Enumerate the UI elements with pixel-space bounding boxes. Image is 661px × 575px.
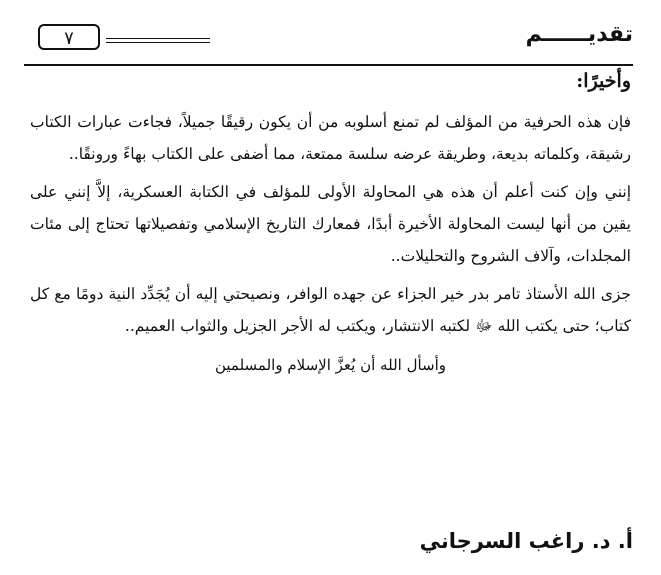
paragraph-2: إنني وإن كنت أعلم أن هذه هي المحاولة الأولى للمؤلف في الكتابة العسكرية، إلاَّ إنني على يقين من أنها ليست المحاولة الأخيرة أبدًا، فمعارك التاريخ الإسلامي وتفصيلاتها تحتاج إلى مئات المجلدات، وآلاف الشروح والتحليلات..: [30, 183, 632, 265]
page-number-box: [38, 24, 100, 50]
chapter-title: تقديــــــم: [525, 22, 633, 47]
subheading: وأخيرًا:: [576, 70, 631, 92]
page-number: ٧: [64, 28, 74, 49]
author-signature: أ. د. راغب السرجاني: [419, 529, 633, 553]
ornament-line: [106, 42, 210, 46]
paragraph-3: جزى الله الأستاذ تامر بدر خير الجزاء عن جهده الوافر، ونصيحتي إليه أن يُجَدِّد النية دومًا مع كل كتاب؛ حتى يكتب الله ﷻ لكتبه الانتشار، ويكتب له الأجر الجزيل والثواب العميم..: [30, 285, 631, 335]
page-body: [30, 66, 631, 380]
closing-prayer: وأسأل الله أن يُعزَّ الإسلام والمسلمين: [214, 356, 447, 374]
paragraph-1: فإن هذه الحرفية من المؤلف لم تمنع أسلوبه من أن يكون رقيقًا جميلاً، فجاءت عبارات الكتاب رشيقة، وكلماته بديعة، وطريقة عرضه سلسة ممتعة، مما أضفى على الكتاب بهاءً ورونقًا..: [30, 113, 631, 163]
page-header: [24, 20, 633, 54]
header-ornament-lines: [106, 38, 210, 46]
